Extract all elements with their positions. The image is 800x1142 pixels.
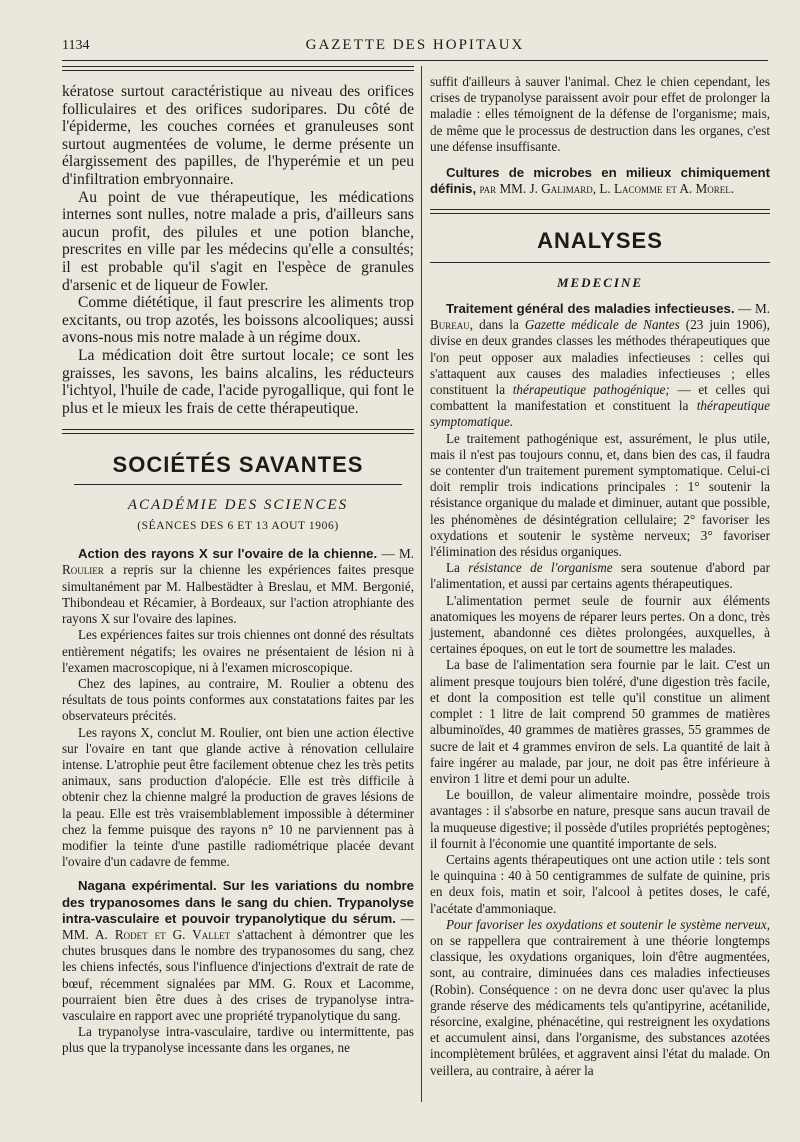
paragraph: suffit d'ailleurs à sauver l'animal. Chez le chien cependant, les crises de trypanolyse paraissent avoir pour effet de prolonger la maladie : elles témoignent de la défense de l'organisme; mais, de même que le processus de destruction dans les organes, c'est une défense insuffisante. bbox=[430, 74, 770, 154]
article-x-rays bbox=[62, 546, 414, 627]
article-text: sera soutenue d'abord par l'alimentation, et aussi par certains agents thérapeutiques. bbox=[430, 560, 770, 592]
term: thérapeutique symptomatique. bbox=[430, 398, 770, 430]
article-author: — M. Roulier bbox=[62, 546, 415, 578]
paragraph: Les rayons X, conclut M. Roulier, ont bien une action élective sur l'ovaire en tant que glande active à rénovation cellulaire intense. L'atrophie peut être facilement obtenue chez les très petits animaux, sans production d'alopécie. Elle est très difficile à obtenir chez la chienne malgré la production de graves lésions de la peau. Elle est très vraisemblablement impossible à déterminer chez la femme puisque des rayons n° 10 ne parviennent pas à modifier la teinte d'une pastille radiométrique placée devant l'ovaire d'un cadavre de femme. bbox=[62, 724, 414, 870]
article-title: Traitement général des maladies infectieuses. bbox=[446, 301, 735, 317]
article-text: — et celles qui combattent la manifestation et constituent la bbox=[430, 382, 771, 414]
paragraph: Au point de vue thérapeutique, les médications internes sont nulles, notre malade a pris, d'ailleurs sans aucun profit, des pilules et une potion blanche, prescrites en ville par les médecins qu'elle a consultés; il est probable qu'il s'agit en l'espèce de granules d'arsenic et de liqueur de Fowler. bbox=[62, 188, 414, 294]
article-nagana bbox=[62, 878, 414, 1024]
article-text: La bbox=[446, 560, 469, 576]
section-title: SOCIÉTÉS SAVANTES bbox=[112, 452, 364, 478]
subsection-title: MEDECINE bbox=[556, 275, 644, 291]
right-column bbox=[430, 66, 770, 1102]
left-column bbox=[62, 66, 414, 1102]
term: résistance de l'organisme bbox=[468, 560, 613, 576]
paragraph-resistance bbox=[430, 560, 770, 592]
paragraph: La base de l'alimentation sera fournie par le lait. C'est un aliment presque toujours bien toléré, d'une digestion très facile, et dont la composition est telle qu'il constitue un aliment complet : 1 litre de lait comprend 50 grammes de matières albuminoïdes, 40 grammes de matières grasses, 55 grammes de sucre de lait et 4 grammes environ de sels. La quantité de lait à faire ingérer au malade, par jour, ne doit pas être inférieure à environ 1 litre et demi pour un adulte. bbox=[430, 657, 770, 786]
term: thérapeutique pathogénique; bbox=[512, 382, 670, 398]
article-title: Nagana expérimental. Sur les variations du nombre des trypanosomes dans le sang du chien. Trypanolyse intra-vasculaire et pouvoir trypanolytique du sérum. bbox=[62, 878, 414, 926]
article-text: (23 juin 1906), divise en deux grandes classes les méthodes thérapeutiques que l'on peut opposer aux maladies infectieuses : celles qui s'attaquent aux causes des maladies infectieuses ; elles constituent la bbox=[430, 317, 770, 398]
article-cultures bbox=[430, 165, 770, 197]
paragraph: Chez des lapines, au contraire, M. Roulier a obtenu des résultats de tous points conformes aux constatations faites par les observateurs précités. bbox=[62, 675, 414, 724]
paragraph-oxydations bbox=[430, 917, 770, 1079]
article-text: s'attachent à démontrer que les chutes brusques dans le nombre des trypanosomes du sang, chez les chiens infectés, sous l'influence d'injections d'extrait de rate de bœuf, récemment signalées par MM. G. Roux et Lacomme, pourraient bien être dues à des crises de trypanolyse intra-vasculaire en rapport avec une propriété trypanolytique du sang. bbox=[62, 926, 414, 1023]
article-traitement bbox=[430, 301, 770, 431]
section-title: ANALYSES bbox=[537, 228, 663, 254]
article-title: Action des rayons X sur l'ovaire de la chienne. bbox=[78, 546, 378, 562]
session-dates: (SÉANCES DES 6 ET 13 AOUT 1906) bbox=[137, 520, 339, 533]
column-divider bbox=[421, 66, 422, 1102]
article-text: a repris sur la chienne les expériences faites presque simultanément par M. Halbestädter à Breslau, et MM. Bergonié, Thibondeau et Récamier, à Bordeaux, sur l'action atrophiante des rayons X sur l'ovaire des lapines. bbox=[62, 562, 414, 627]
running-header bbox=[62, 36, 768, 61]
article-authors: par MM. J. Galimard, L. Lacomme et A. Morel. bbox=[479, 181, 735, 197]
article-author: — MM. A. Rodet et G. Vallet bbox=[62, 910, 415, 942]
page-number: 1134 bbox=[62, 38, 90, 53]
paragraph: Comme diététique, il faut prescrire les aliments trop excitants, ou trop azotés, les boissons alcooliques; aussi avons-nous mis notre malade à un régime doux. bbox=[62, 294, 414, 347]
paragraph: La médication doit être surtout locale; ce sont les graisses, les savons, les bains alcalins, les réducteurs l'ichtyol, l'huile de cade, l'acide pyrogallique, qui font le plus et le mieux les frais de cette thérapeutique. bbox=[62, 346, 414, 417]
article-text: on se rappellera que contrairement à une théorie longtemps classique, les oxydations organiques, loin d'être augmentées, sont, au contraire, diminuées dans ces maladies infectieuses (Robin). Conséquence : on ne devra donc user qu'avec la plus grande réserve des médicaments tels qu'antipyrine, acétanilide, résorcine, exalgine, phénacétine, qui restreignent les oxydations et accumulent ainsi, dans l'organisme, des substances azotées incomplètement brûlées, et aggravent ainsi l'état du malade. On veillera, au contraire, à aérer la bbox=[430, 932, 770, 1078]
paragraph: Le traitement pathogénique est, assurément, le plus utile, mais il n'est pas toujours connu, et, dans bien des cas, il faudra se contenter d'un traitement purement symptomatique. Celui-ci doit remplir trois indications principales : 1° soutenir la résistance organique du malade et diminuer, autant que possible, les phénomènes de désintégration cellulaire; 2° favoriser les oxydations et soutenir le système nerveux; 3° favoriser l'élimination des résidus organiques. bbox=[430, 430, 770, 560]
article-title: Cultures de microbes en milieux chimiquement définis, bbox=[430, 165, 770, 197]
article-author: — M. Bureau, bbox=[430, 301, 770, 333]
article-text: dans la bbox=[473, 317, 525, 333]
paragraph: Le bouillon, de valeur alimentaire moindre, possède trois avantages : il s'absorbe en nature, presque sans aucun travail de la muqueuse digestive; il possède d'utiles propriétés peptogènes; il fournit à l'économie une quantité importante de sels. bbox=[430, 787, 770, 851]
paragraph: Les expériences faites sur trois chiennes ont donné des résultats entièrement négatifs; les ovaires ne présentaient de lésion ni à l'examen macroscopique, ni à l'examen microscopique. bbox=[62, 627, 414, 675]
paragraph: kératose surtout caractéristique au niveau des orifices folliculaires et des orifices sudoripares. Du côté de l'épiderme, les couches cornées et granuleuses sont surtout augmentées de volume, le derme présente un élargissement des papilles, de l'hyperémie et un peu d'infiltration embryonnaire. bbox=[62, 83, 414, 188]
paragraph: L'alimentation permet seule de fournir aux éléments anatomiques les moyens de réparer leurs pertes. On a donc, très justement, abandonné ces diètes prolongées, auxquelles, à certaines époques, on eut le tort de soumettre les malades. bbox=[430, 592, 770, 657]
journal-title: GAZETTE DES HOPITAUX bbox=[305, 37, 525, 53]
paragraph: La trypanolyse intra-vasculaire, tardive ou intermittente, pas plus que la trypanolyse incessante dans les organes, ne bbox=[62, 1024, 414, 1056]
paragraph: Certains agents thérapeutiques ont une action utile : tels sont le quinquina : 40 à 50 centigrammes de sulfate de quinine, pris en deux fois, matin et soir, l'alcool à petites doses, le café, l'acétate d'ammoniaque. bbox=[430, 851, 770, 916]
journal-name: Gazette médicale de Nantes bbox=[524, 317, 680, 333]
academy-title: ACADÉMIE DES SCIENCES bbox=[127, 497, 349, 514]
term: Pour favoriser les oxydations et soutenir le système nerveux, bbox=[446, 916, 770, 932]
